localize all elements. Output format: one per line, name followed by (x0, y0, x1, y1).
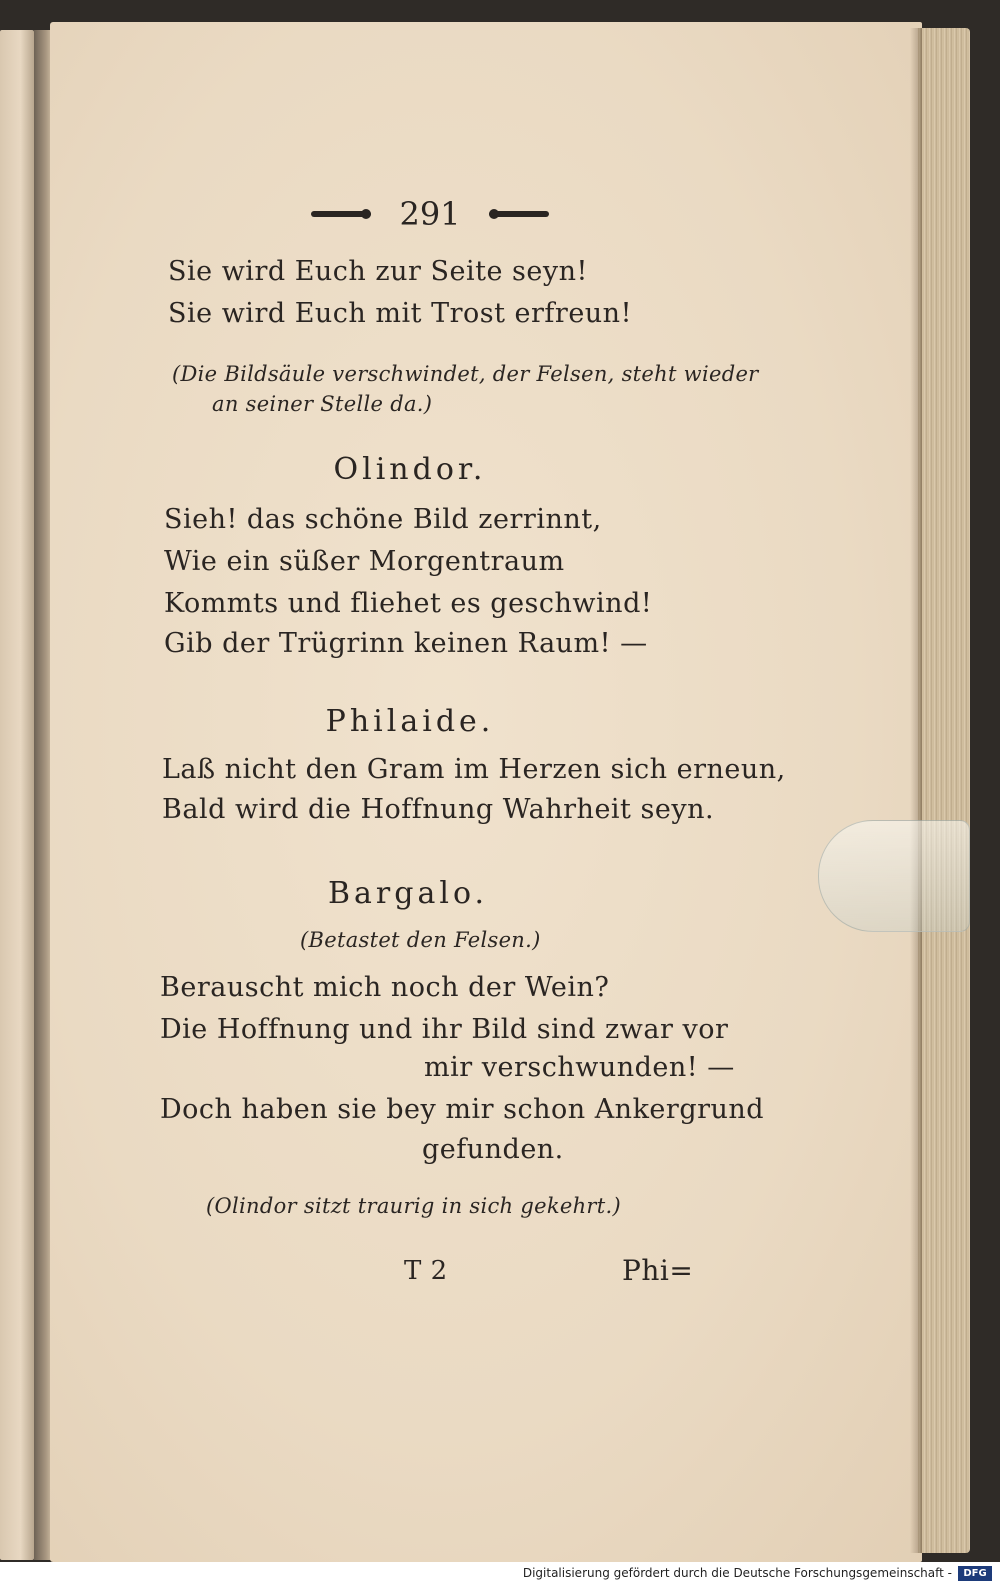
page-edge-shadow (910, 28, 922, 1553)
page-fore-edge (918, 28, 970, 1553)
ornament-right-icon (489, 211, 549, 217)
footer-credit: Digitalisierung gefördert durch die Deutsche Forschungsgemeinschaft - (522, 1566, 952, 1580)
stage-direction: (Betastet den Felsen.) (300, 928, 541, 952)
verse-line: Laß nicht den Gram im Herzen sich erneun, (162, 754, 786, 785)
signature-mark: T 2 (404, 1256, 448, 1286)
page-number: 291 (399, 195, 461, 233)
verse-line: Doch haben sie bey mir schon Ankergrund (160, 1094, 765, 1125)
speaker-name: Bargalo. (327, 876, 489, 911)
verse-line: Kommts und fliehet es geschwind! (164, 588, 653, 619)
speaker-name: Philaide. (325, 704, 495, 739)
verse-line: Wie ein süßer Morgentraum (164, 546, 565, 577)
verse-line: mir verschwunden! — (424, 1052, 735, 1083)
stage-direction: (Olindor sitzt traurig in sich gekehrt.) (206, 1194, 621, 1218)
verse-line: Sieh! das schöne Bild zerrinnt, (164, 504, 602, 535)
ornament-left-icon (311, 211, 371, 217)
speaker-name: Olindor. (333, 452, 487, 487)
bookmark-tab (818, 820, 970, 932)
verse-line: Berauscht mich noch der Wein? (160, 972, 610, 1003)
verse-line: gefunden. (422, 1134, 564, 1165)
dfg-logo: DFG (958, 1566, 992, 1581)
verse-line: Sie wird Euch zur Seite seyn! (168, 256, 588, 287)
verse-line: Bald wird die Hoffnung Wahrheit seyn. (162, 794, 715, 825)
verse-line: Die Hoffnung und ihr Bild sind zwar vor (160, 1014, 729, 1045)
book-page (50, 22, 922, 1562)
stage-direction: an seiner Stelle da.) (212, 392, 433, 416)
stage-direction: (Die Bildsäule verschwindet, der Felsen, steht wieder (172, 362, 759, 386)
verse-line: Gib der Trügrinn keinen Raum! — (164, 628, 648, 659)
verse-line: Sie wird Euch mit Trost erfreun! (168, 298, 632, 329)
left-page-edge (0, 30, 34, 1560)
catchword: Phi= (622, 1254, 694, 1287)
page-header (280, 192, 580, 236)
